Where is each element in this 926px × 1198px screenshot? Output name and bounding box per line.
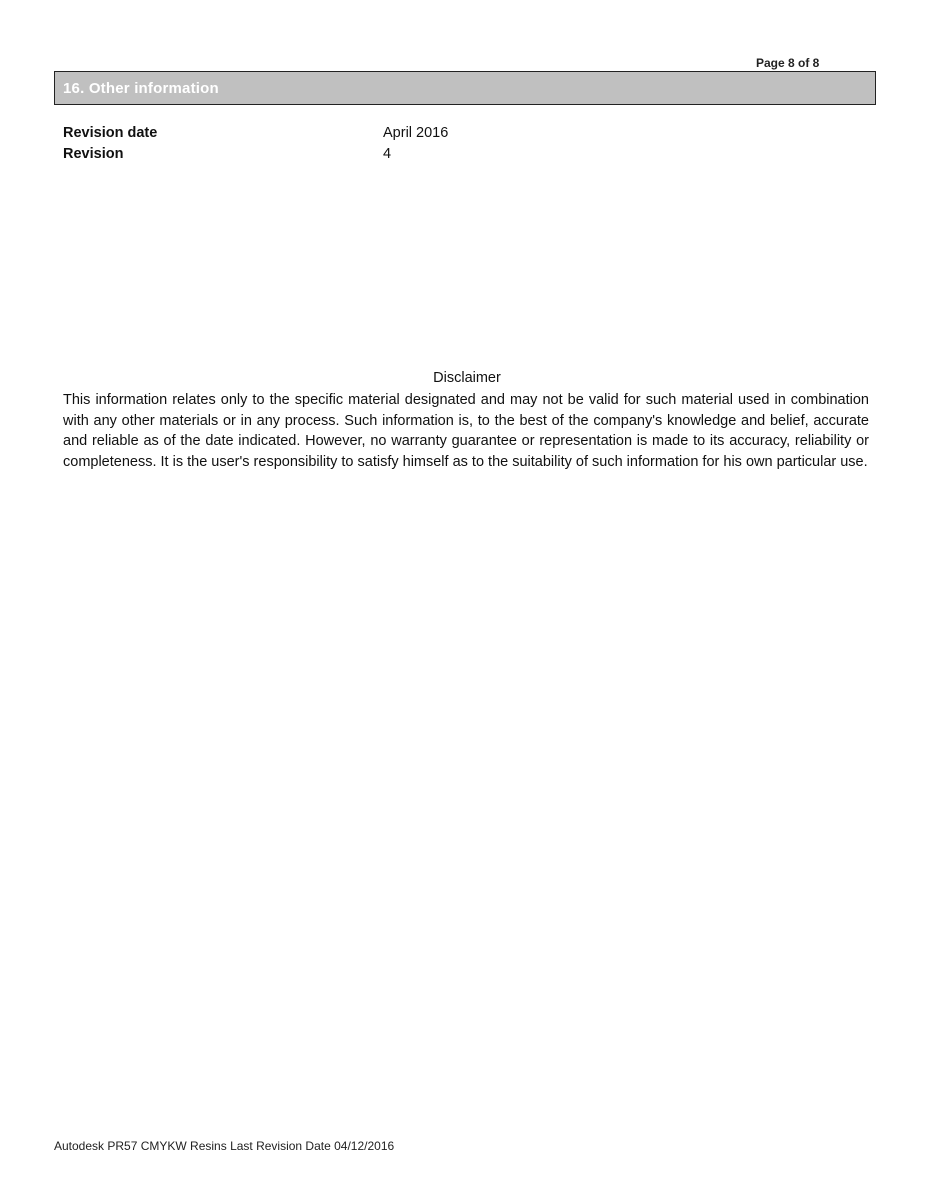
footer-revision-info: Autodesk PR57 CMYKW Resins Last Revision Date 04/12/2016 <box>54 1139 395 1153</box>
page-number: Page 8 of 8 <box>756 56 820 70</box>
revision-date-label: Revision date <box>63 125 158 141</box>
disclaimer-text: This information relates only to the specific material designated and may not be valid for such material used in combination with any other materials or in any process. Such information is, to the best of the company's knowledge and belief, accurate and reliable as of the date indicated. However, no warranty guarantee or representation is made to its accuracy, reliability or completeness. It is the user's responsibility to satisfy himself as to the suitability of such information for his own particular use. <box>63 392 869 470</box>
revision-label: Revision <box>63 146 124 162</box>
disclaimer-title: Disclaimer <box>433 370 501 386</box>
revision-value: 4 <box>383 146 392 162</box>
revision-date-value: April 2016 <box>383 125 449 141</box>
section-title: 16. Other information <box>63 80 219 97</box>
section-header <box>54 71 876 105</box>
